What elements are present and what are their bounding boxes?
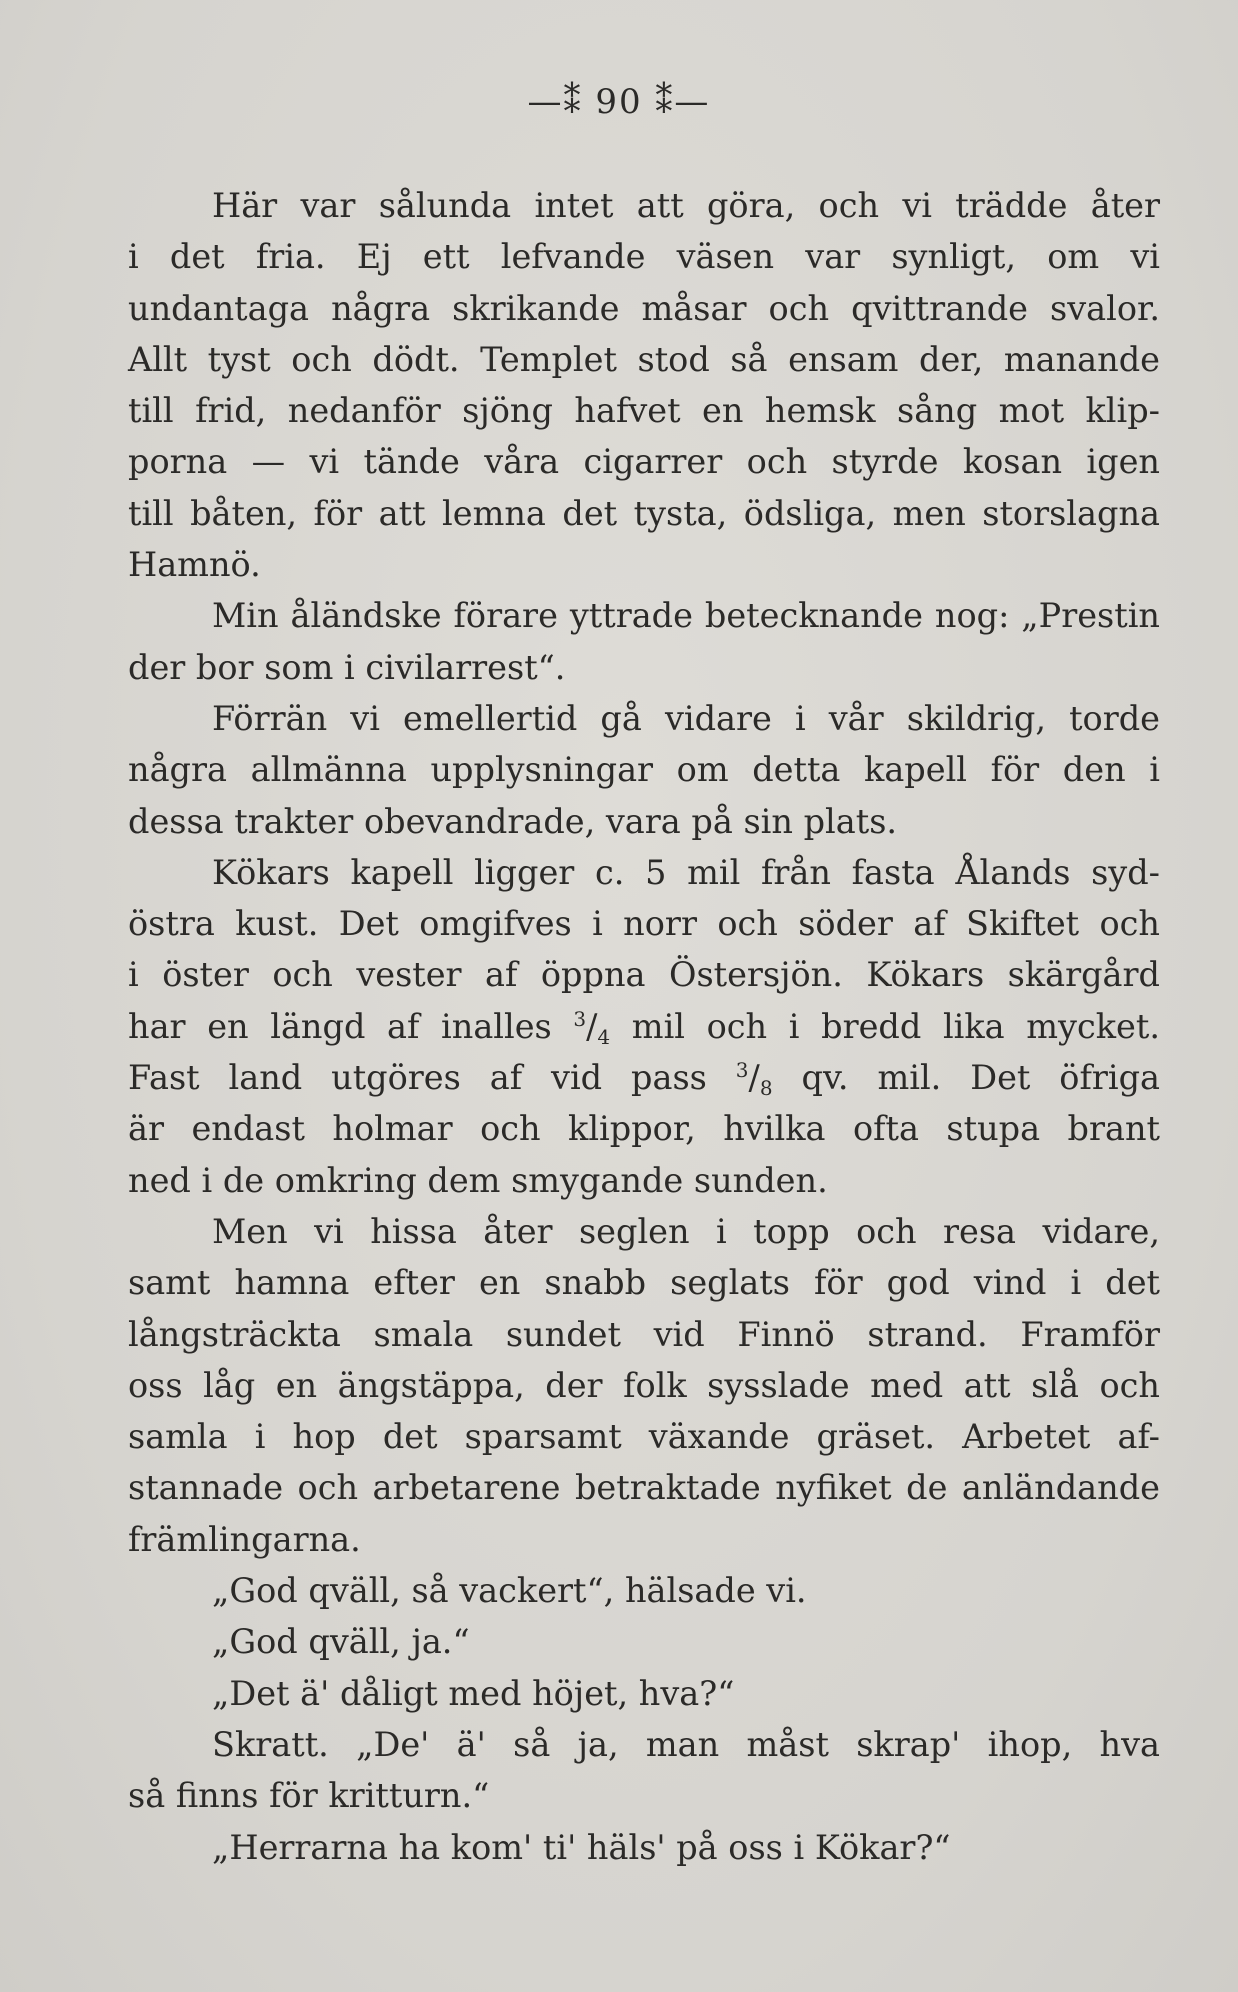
dialogue-line: „Herrarna ha kom' ti' häls' på oss i Kökar?“: [212, 1827, 951, 1867]
fraction-denominator: 8: [759, 1076, 773, 1101]
dialogue-line: „Det ä' dåligt med höjet, hva?“: [212, 1673, 735, 1713]
text-line: der bor som i civilarrest“.: [128, 647, 566, 687]
text-line: i öster och vester af öppna Östersjön. Kökars skärgård: [128, 955, 1160, 995]
text-line: Allt tyst och dödt. Templet stod så ensam der, manande: [128, 339, 1160, 379]
fraction-numerator: 3: [573, 1006, 587, 1031]
text-segment: mil och i bredd lika mycket.: [631, 1006, 1160, 1046]
text-line: är endast holmar och klippor, hvilka ofta stupa brant: [128, 1109, 1160, 1149]
fraction-denominator: 4: [597, 1024, 611, 1049]
text-line: några allmänna upplysningar om detta kapell för den i: [128, 750, 1160, 790]
text-line: i det fria. Ej ett lefvande väsen var synligt, om vi: [128, 237, 1160, 277]
dialogue-line: så finns för kritturn.“: [128, 1776, 490, 1816]
text-segment: Fast land utgöres af vid pass: [128, 1058, 707, 1098]
page-number-header: —⁑ 90 ⁑—: [527, 82, 711, 122]
text-line: samt hamna efter en snabb seglats för god vind i det: [128, 1263, 1160, 1303]
text-line: stannade och arbetarene betraktade nyfiket de anländande: [128, 1468, 1160, 1508]
text-line: till båten, för att lemna det tysta, ödsliga, men storslagna: [128, 493, 1160, 533]
fraction-numerator: 3: [735, 1058, 749, 1083]
text-line: östra kust. Det omgifves i norr och söder af Skiftet och: [128, 904, 1160, 944]
text-line: Här var sålunda intet att göra, och vi trädde åter: [212, 186, 1160, 225]
text-segment: har en längd af inalles: [128, 1006, 552, 1046]
dialogue-line: „God qväll, ja.“: [212, 1622, 470, 1662]
text-line: främlingarna.: [128, 1519, 361, 1559]
body-text: [128, 180, 1160, 1873]
text-line: dessa trakter obevandrade, vara på sin plats.: [128, 801, 898, 841]
text-line: till frid, nedanför sjöng hafvet en hemsk sång mot klip-: [128, 391, 1160, 431]
text-line: Men vi hissa åter seglen i topp och resa vidare,: [212, 1211, 1160, 1251]
dialogue-line: Skratt. „De' ä' så ja, man måst skrap' ihop, hva: [212, 1724, 1160, 1764]
text-line: samla i hop det sparsamt växande gräset. Arbetet af-: [128, 1417, 1160, 1457]
text-segment: qv. mil. Det öfriga: [801, 1058, 1161, 1098]
text-line: Min åländske förare yttrade betecknande nog: „Prestin: [212, 596, 1160, 636]
text-line: Förrän vi emellertid gå vidare i vår skildrig, torde: [212, 698, 1160, 738]
text-line: Hamnö.: [128, 545, 261, 585]
text-line-with-fraction: har en längd af inalles $^3/_4$ mil och i bredd lika mycket.: [128, 1006, 1160, 1049]
text-line: långsträckta smala sundet vid Finnö strand. Framför: [128, 1314, 1160, 1354]
text-line: ned i de omkring dem smygande sunden.: [128, 1160, 828, 1200]
dialogue-line: „God qväll, så vackert“, hälsade vi.: [212, 1571, 807, 1611]
text-line: porna — vi tände våra cigarrer och styrde kosan igen: [128, 442, 1160, 482]
text-line-with-fraction: Fast land utgöres af vid pass $^3/_8$ qv. mil. Det öfriga: [128, 1058, 1161, 1101]
text-line: Kökars kapell ligger c. 5 mil från fasta Ålands syd-: [212, 852, 1160, 892]
text-line: undantaga några skrikande måsar och qvittrande svalor.: [128, 288, 1160, 328]
text-line: oss låg en ängstäppa, der folk sysslade med att slå och: [128, 1365, 1160, 1405]
